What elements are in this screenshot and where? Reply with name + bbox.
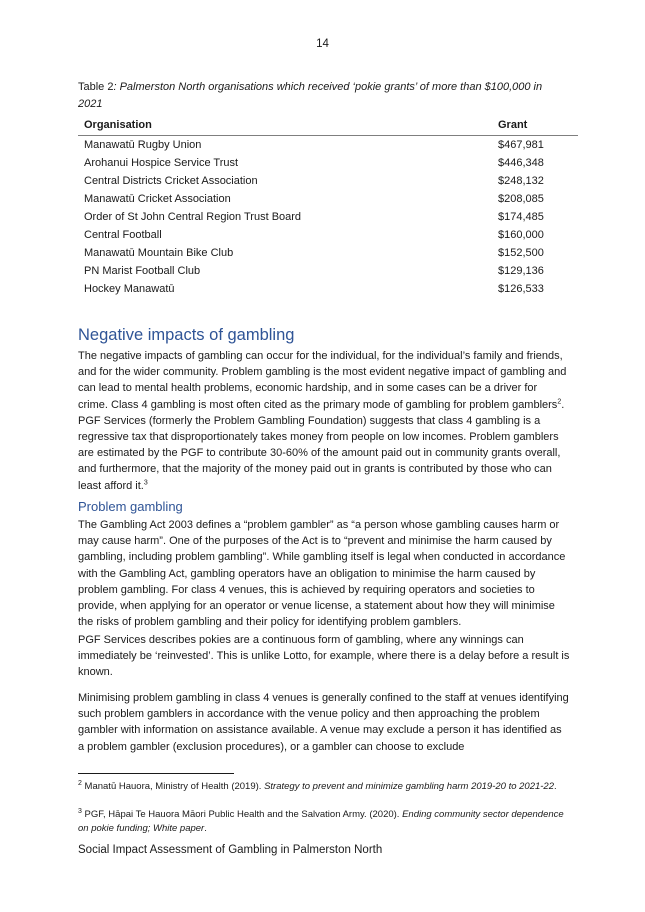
table-row [78,262,578,280]
table-caption-text: : Palmerston North organisations which received ‘pokie grants’ of more than $100,000 in 2021 [78,81,543,110]
organisation-cell: Manawatū Mountain Bike Club [84,247,234,259]
table-row [78,136,578,155]
grant-cell: $129,136 [498,265,544,277]
footnote-ref-3[interactable]: 3 [143,478,148,486]
footnote-2 [78,780,570,794]
subsection-heading: Problem gambling [78,499,183,514]
footnote-separator [78,773,234,774]
column-header-grant: Grant [498,118,578,136]
intro-text-part1: The negative impacts of gambling can occur for the individual, for the individual’s family and friends, and for the wider community. Problem gambling is the most evident negative impact of gambling and can lead to mental health problems, economic hardship, and in some cases can be a driver for crime. Class 4 gambling is most often cited as the primary mode of gambling for problem gamblers [78,350,567,411]
section-heading: Negative impacts of gambling [78,326,295,344]
table-row [78,190,578,208]
grant-cell: $208,085 [498,193,544,205]
grant-cell: $160,000 [498,229,544,241]
body-paragraph: Minimising problem gambling in class 4 venues is generally confined to the staff at venues identifying such problem gamblers in accordance with the venue policy and then approaching the problem gambler with information on assistance available. A venue may exclude a person it has identified as a problem gambler (exclusion procedures), or a gambler can choose to exclude [78,692,569,753]
organisation-cell: PN Marist Football Club [84,265,201,277]
table-caption-label: Table 2 [78,81,114,93]
table-row [78,244,578,262]
footnote-ref-2[interactable]: 2 [557,397,562,405]
table-row [78,226,578,244]
organisation-cell: Central Football [84,229,162,241]
grant-cell: $126,533 [498,283,544,295]
table-caption [78,79,568,113]
footnote-end: . [204,823,207,834]
running-footer: Social Impact Assessment of Gambling in Palmerston North [78,844,383,856]
table-row [78,208,578,226]
column-header-organisation: Organisation [78,118,498,136]
footnote-text: PGF, Hāpai Te Hauora Māori Public Health and the Salvation Army. (2020). [81,809,403,820]
table-row [78,154,578,172]
footnote-3 [78,808,570,836]
organisation-cell: Central Districts Cricket Association [84,175,258,187]
footnote-title: Ending community sector dependence on pokie funding; White paper [78,809,564,834]
footnote-title: Strategy to prevent and minimize gambling harm 2019-20 to 2021-22 [264,781,554,792]
grant-cell: $467,981 [498,139,544,151]
footnote-number: 3 [78,807,82,815]
grants-table [78,118,578,298]
table-header-row [78,118,578,136]
intro-paragraph [78,348,570,494]
organisation-cell: Manawatū Rugby Union [84,139,202,151]
organisation-cell: Manawatū Cricket Association [84,193,231,205]
grant-cell: $174,485 [498,211,544,223]
body-paragraph: The Gambling Act 2003 defines a “problem gambler” as “a person whose gambling causes harm or may cause harm”. One of the purposes of the Act is to “prevent and minimise the harm caused by gambling, including problem gambling”. While gambling itself is legal when conducted in accordance with the Gambling Act, gambling operators have an obligation to minimise the harm caused by problem gambling. For class 4 venues, this is achieved by requiring operators and societies to provide, when applying for an operator or venue license, a statement about how they will minimise the risks of problem gambling and their policy for identifying problem gamblers. [78,519,566,629]
grant-cell: $152,500 [498,247,544,259]
page-number: 14 [316,38,329,50]
intro-text-part2: . PGF Services (formerly the Problem Gambling Foundation) suggests that class 4 gambling is a regressive tax that disproportionately takes money from people on low incomes. Problem gamblers are estimated by the PGF to contribute 30-60% of the amount paid out in community grants overall, and furthermore, that the majority of the money paid out in grants is contributed by those who can least afford it. [78,398,565,492]
organisation-cell: Arohanui Hospice Service Trust [84,157,239,169]
organisation-cell: Order of St John Central Region Trust Board [84,211,302,223]
organisation-cell: Hockey Manawatū [84,283,175,295]
body-paragraph: PGF Services describes pokies are a continuous form of gambling, where any winnings can immediately be ‘reinvested’. This is unlike Lotto, for example, where there is a delay before a result is known. [78,634,570,679]
table-row [78,172,578,190]
table-row [78,280,578,298]
footnote-end: . [554,781,557,792]
footnote-text: Manatū Hauora, Ministry of Health (2019). [81,781,265,792]
footnote-number: 2 [78,779,82,787]
grant-cell: $248,132 [498,175,544,187]
grant-cell: $446,348 [498,157,544,169]
